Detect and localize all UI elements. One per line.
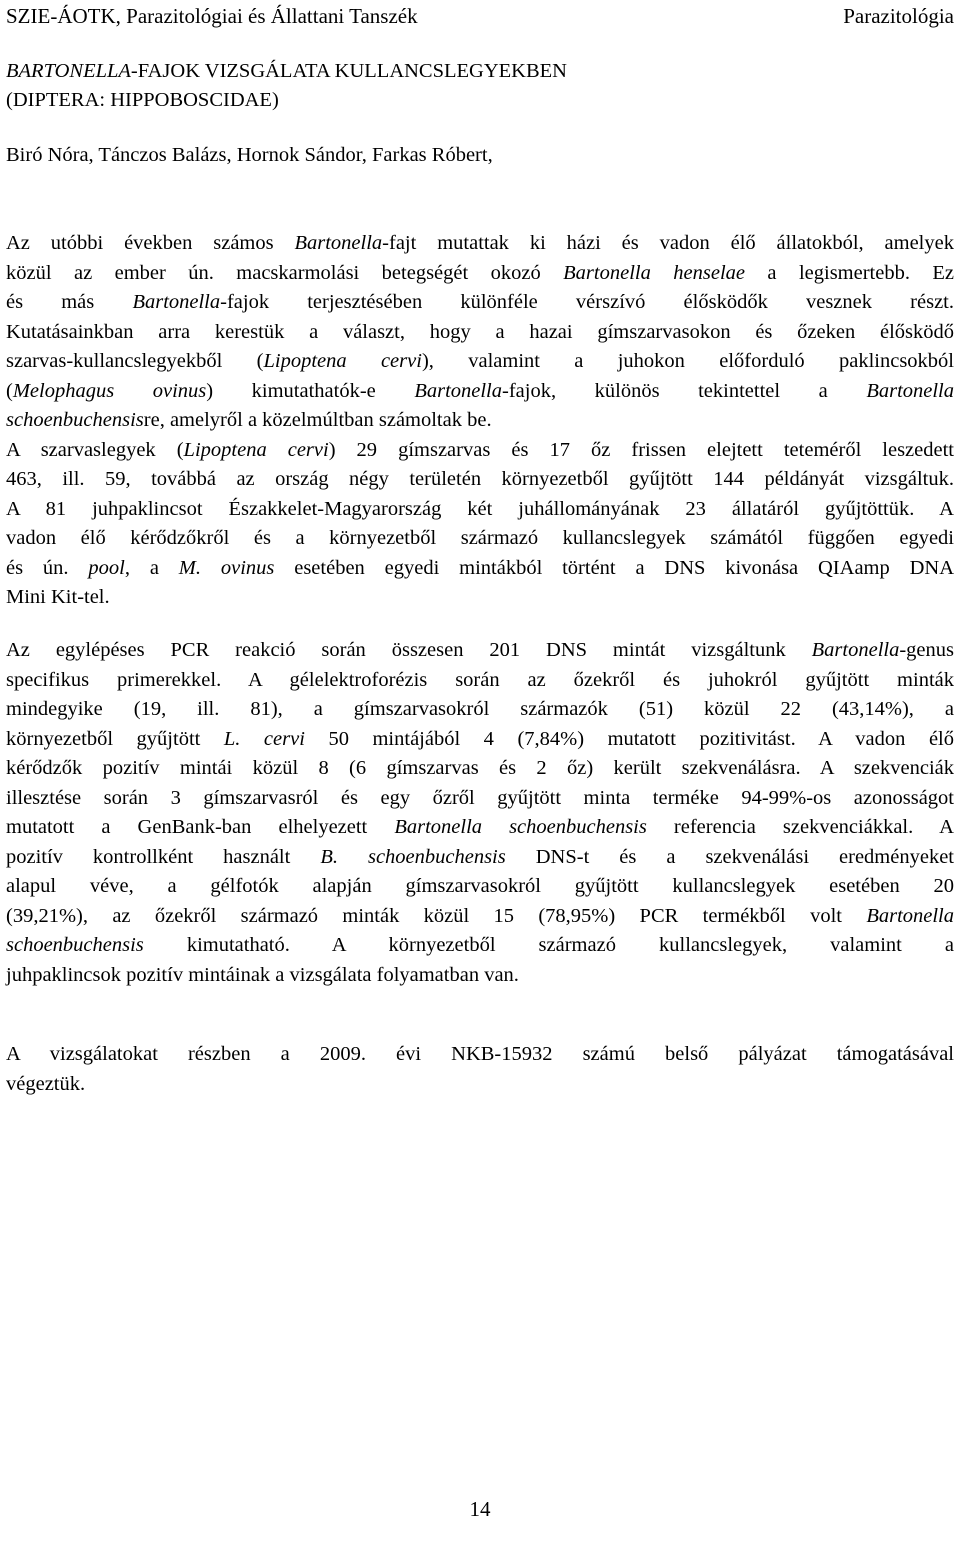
text-line: végeztük.: [6, 1072, 86, 1095]
title-genus: BARTONELLA: [6, 60, 131, 82]
text-line: Mini Kit-tel.: [6, 586, 110, 608]
text-line: specifikus primerekkel. A gélelektroforézis során az őzekről és juhokról gyűjtött minták: [6, 668, 954, 691]
text-line: környezetből gyűjtött L. cervi 50 mintájából 4 (7,84%) mutatott pozitivitást. A vadon élő: [6, 727, 954, 750]
text-line: vadon élő kérődzőkről és a környezetből származó kullancslegyek számától függően egyedi: [6, 527, 954, 549]
text-line: és ún. pool, a M. ovinus esetében egyedi mintákból történt a DNS kivonása QIAamp DNA: [6, 556, 954, 579]
text-line: mindegyike (19, ill. 81), a gímszarvasokról származók (51) közül 22 (43,14%), a: [6, 698, 954, 720]
text-line: mutatott a GenBank-ban elhelyezett Bartonella schoenbuchensis referencia szekvenciákkal. A: [6, 816, 954, 838]
text-line: közül az ember ún. macskarmolási betegségét okozó Bartonella henselae a legismertebb. Ez: [6, 261, 955, 284]
text-line: A szarvaslegyek (Lipoptena cervi) 29 gímszarvas és 17 őz frissen elejtett teteméről leszedett: [6, 438, 954, 461]
paragraph-1: [6, 229, 954, 613]
paragraph-2: [6, 636, 954, 990]
text-line: alapul véve, a gélfotók alapján gímszarvasokról gyűjtött kullancslegyek esetében 20: [6, 875, 954, 897]
text-line: (Melophagus ovinus) kimutathatók-e Bartonella-fajok, különös tekintettel a Bartonella: [6, 379, 954, 402]
title-line-1: [6, 57, 946, 86]
title-line-2: (DIPTERA: HIPPOBOSCIDAE): [6, 89, 279, 111]
text-line: schoenbuchensisre, amelyről a közelmúltban számoltak be.: [6, 409, 492, 431]
author-list: Biró Nóra, Tánczos Balázs, Hornok Sándor, Farkas Róbert,: [6, 144, 493, 166]
text-line: pozitív kontrollként használt B. schoenbuchensis DNS-t és a szekvenálási eredményeket: [6, 845, 954, 868]
department-label: SZIE-ÁOTK, Parazitológiai és Állattani Tanszék: [6, 4, 418, 28]
text-line: kérődzők pozitív mintái közül 8 (6 gímszarvas és 2 őz) került szekvenálásra. A szekvenciák: [6, 757, 954, 779]
text-line: schoenbuchensis kimutatható. A környezetből származó kullancslegyek, valamint a: [6, 934, 954, 956]
text-line: illesztése során 3 gímszarvasról és egy őzről gyűjtött minta terméke 94-99%-os azonosságot: [6, 786, 954, 809]
text-line: Kutatásainkban arra kerestük a választ, hogy a hazai gímszarvasokon és őzeken élősködő: [6, 320, 954, 343]
page-header: [6, 4, 954, 32]
subject-label: Parazitológia: [843, 4, 954, 28]
text-line: A 81 juhpaklincsot Északkelet-Magyarország két juhállományának 23 állatáról gyűjtöttük. A: [6, 497, 954, 520]
text-line: juhpaklincsok pozitív mintáinak a vizsgálata folyamatban van.: [6, 963, 519, 986]
page-number: 14: [469, 1497, 491, 1521]
text-line: szarvas-kullancslegyekből (Lipoptena cervi), valamint a juhokon előforduló paklincsokból: [6, 350, 954, 372]
text-line: A vizsgálatokat részben a 2009. évi NKB-15932 számú belső pályázat támogatásával: [6, 1043, 954, 1065]
text-line: (39,21%), az őzekről származó minták közül 15 (78,95%) PCR termékből volt Bartonella: [6, 904, 954, 927]
acknowledgement-paragraph: [6, 1040, 954, 1099]
text-line: és más Bartonella-fajok terjesztésében különféle vérszívó élősködők vesznek részt.: [6, 291, 954, 313]
text-line: 463, ill. 59, továbbá az ország négy területén környezetből gyűjtött 144 példányát vizsgáltuk.: [6, 468, 954, 490]
title-line-1-rest: -FAJOK VIZSGÁLATA KULLANCSLEGYEKBEN: [130, 60, 567, 82]
text-line: Az egylépéses PCR reakció során összesen 201 DNS mintát vizsgáltunk Bartonella-genus: [6, 639, 954, 661]
text-line: Az utóbbi években számos Bartonella-fajt mutattak ki házi és vadon élő állatokból, amelyek: [6, 232, 954, 254]
document-title: [6, 57, 946, 115]
